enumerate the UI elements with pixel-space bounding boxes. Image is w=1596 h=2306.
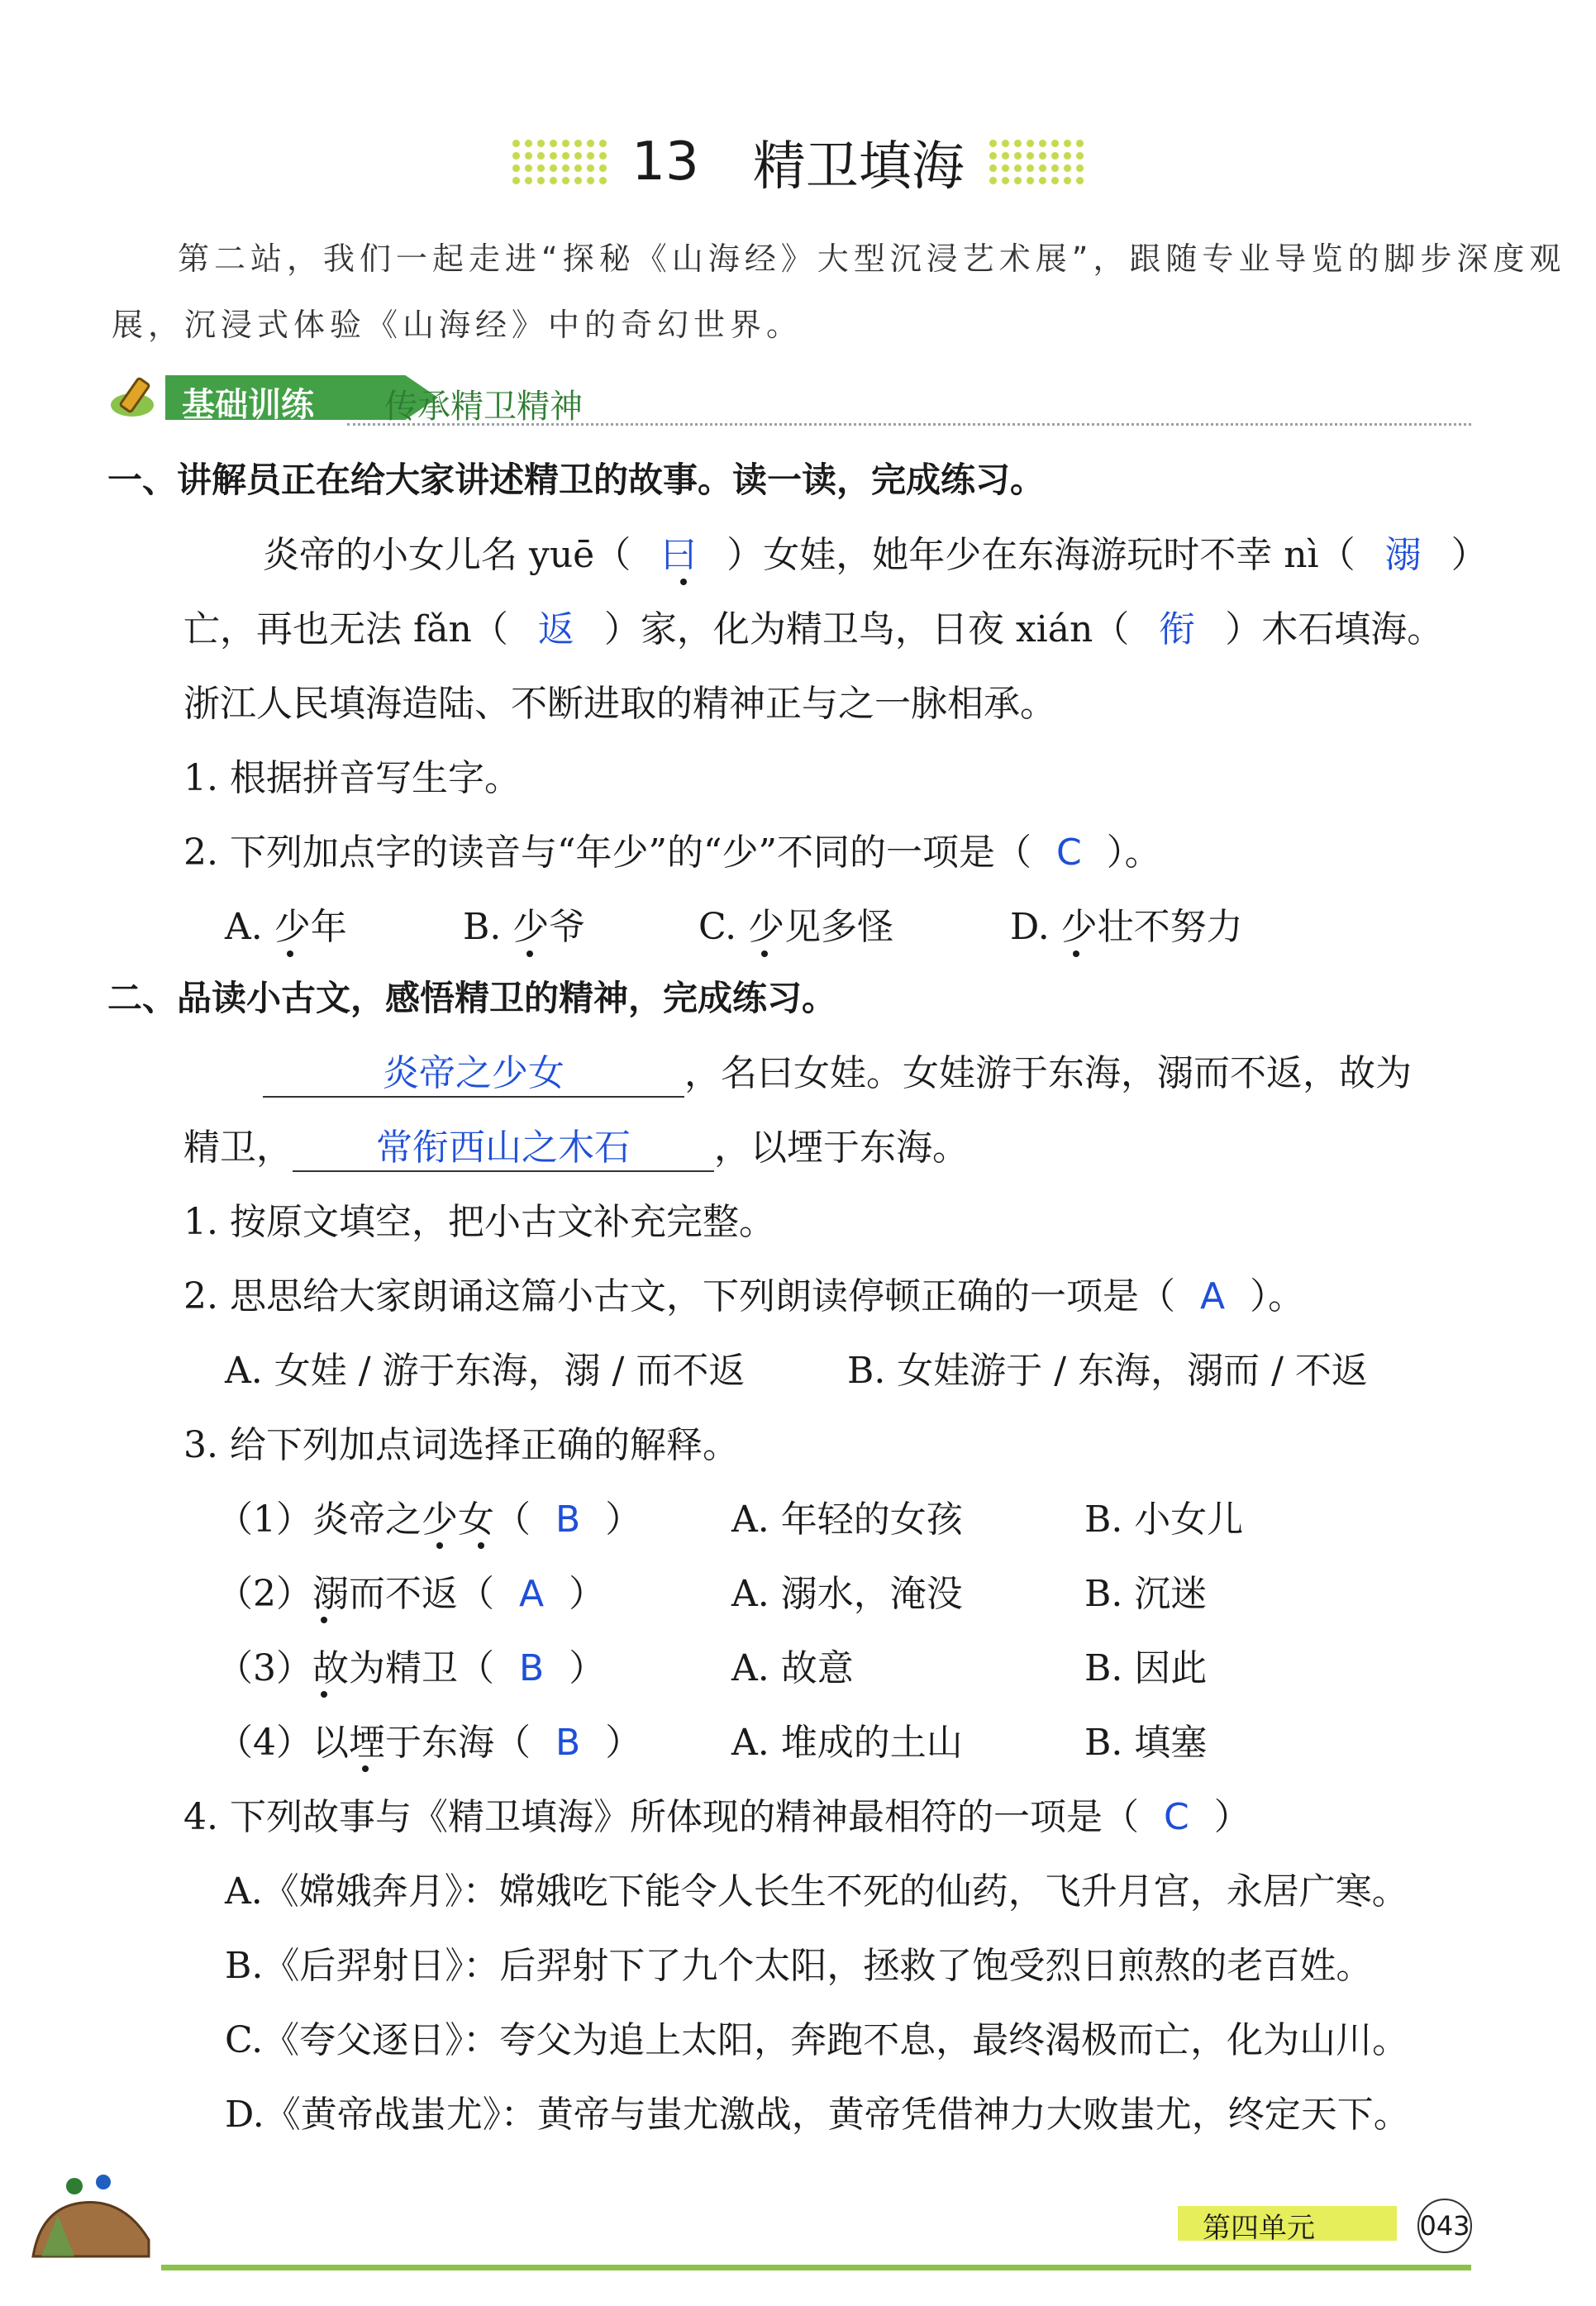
classical-text: 精卫， [183,1127,293,1169]
q3-item-4 [217,1713,641,1765]
s2-question-4 [183,1787,1251,1840]
banner-subtitle: 传承精卫精神 [384,388,583,426]
classical-text: ，名曰女娃。女娃游于东海，溺而不返，故为 [684,1052,1412,1094]
q3-item-1-a: A. 年轻的女孩 [731,1498,963,1541]
item-answer: B [555,1722,581,1764]
passage-text: 亡，再也无法 fǎn（ [183,608,508,650]
item-text: （2）溺而不返（ [217,1573,494,1615]
item-text: ） [569,1647,606,1689]
passage-line-3: 浙江人民填海造陆、不断进取的精神正与之一脉相承。 [183,683,1056,725]
lesson-title: 精卫填海 [752,136,965,198]
item-text: ） [605,1722,642,1764]
q4-option-b: B.《后羿射日》：后羿射下了九个太阳，拯救了饱受烈日煎熬的老百姓。 [225,1945,1373,1987]
pen-icon [107,372,165,423]
banner-divider [347,423,1471,426]
emphasis-dot [321,1691,327,1698]
unit-label: 第四单元 [1203,2212,1315,2245]
passage-text: ） [1451,534,1488,576]
intro-line-1: 第二站，我们一起走进“探秘《山海经》大型沉浸艺术展”，跟随专业导览的脚步深度观 [178,241,1566,277]
option-c: C. 少见多怪 [698,906,894,948]
answer-xian: 衔 [1159,608,1196,650]
passage-text: 炎帝的小女儿名 yuē（ [263,534,631,576]
intro-line-2: 展，沉浸式体验《山海经》中的奇幻世界。 [112,307,803,343]
question-text: 2. 下列加点字的读音与“年少”的“少”不同的一项是（ [183,831,1031,874]
s2-question-2 [183,1266,1304,1319]
emphasis-dot [1073,951,1079,957]
emphasis-dot [287,951,293,957]
emphasis-dot [478,1542,484,1549]
passage-text: ）木石填海。 [1225,608,1444,650]
q3-item-4-a: A. 堆成的土山 [731,1722,963,1764]
q3-item-3-a: A. 故意 [731,1647,854,1689]
page-number: 043 [1417,2199,1472,2253]
page-title [0,124,1596,200]
q3-item-1-b: B. 小女儿 [1084,1498,1244,1541]
classical-line-2 [183,1117,969,1172]
item-answer: B [519,1647,545,1689]
item-text: ） [605,1498,642,1541]
option-a: A. 少年 [225,906,347,948]
emphasis-dot [362,1765,369,1772]
answer-q2: C [1055,831,1082,874]
decorative-dots-right [987,137,1086,187]
q4-option-a: A.《嫦娥奔月》：嫦娥吃下能令人长生不死的仙药，飞升月宫，永居广寒。 [225,1870,1408,1913]
answer-s2q4: C [1163,1796,1189,1838]
emphasis-dot [761,951,768,957]
q3-item-2-b: B. 沉迷 [1084,1573,1208,1615]
item-answer: B [555,1498,581,1541]
s2-question-3: 3. 给下列加点词选择正确的解释。 [183,1424,739,1466]
q3-item-1 [217,1489,641,1542]
answer-fan: 返 [537,608,574,650]
item-text: （4）以堙于东海（ [217,1722,531,1764]
answer-s2q2: A [1199,1275,1226,1317]
lesson-number: 13 [631,131,699,193]
classical-line-1 [263,1043,1412,1098]
emphasis-dot [436,1542,443,1549]
answer-ni: 溺 [1384,534,1422,576]
question-text: ）。 [1250,1275,1305,1317]
option-b: B. 少爷 [463,906,586,948]
question-text: 4. 下列故事与《精卫填海》所体现的精神最相符的一项是（ [183,1796,1139,1838]
item-text: （1）炎帝之少女（ [217,1498,531,1541]
answer-yue: 曰 [660,534,698,576]
passage-line-1 [263,525,1488,578]
section-1-heading: 一、讲解员正在给大家讲述精卫的故事。读一读，完成练习。 [107,460,1046,500]
q3-item-4-b: B. 填塞 [1084,1722,1208,1764]
section-2-heading: 二、品读小古文，感悟精卫的精神，完成练习。 [107,978,837,1018]
fill-blank-2[interactable]: 常衔西山之木石 [293,1117,714,1172]
emphasis-dot [526,951,533,957]
s2q2-option-b: B. 女娃游于 / 东海，溺而 / 不返 [847,1350,1368,1392]
emphasis-dot [321,1617,327,1623]
s2-question-1: 1. 按原文填空，把小古文补充完整。 [183,1201,775,1243]
s2q2-option-a: A. 女娃 / 游于东海，溺 / 而不返 [225,1350,746,1392]
passage-line-2 [183,599,1443,652]
question-1: 1. 根据拼音写生字。 [183,757,521,799]
q3-item-3 [217,1638,605,1691]
rock-illustration [25,2157,157,2265]
option-d: D. 少壮不努力 [1010,906,1243,948]
fill-blank-1[interactable]: 炎帝之少女 [263,1043,684,1098]
classical-text: ，以堙于东海。 [714,1127,969,1169]
passage-text: ）家，化为精卫鸟，日夜 xián（ [603,608,1130,650]
emphasis-dot [680,579,687,585]
footer-line [161,2265,1471,2270]
question-text: ）。 [1106,831,1161,874]
item-text: （3）故为精卫（ [217,1647,494,1689]
q3-item-3-b: B. 因此 [1084,1647,1208,1689]
question-text: 2. 思思给大家朗诵这篇小古文，下列朗读停顿正确的一项是（ [183,1275,1175,1317]
question-2 [183,822,1161,875]
item-text: ） [569,1573,606,1615]
question-text: ） [1213,1796,1251,1838]
q3-item-2 [217,1564,605,1617]
q3-item-2-a: A. 溺水，淹没 [731,1573,963,1615]
banner-label: 基础训练 [182,386,314,424]
q4-option-d: D.《黄帝战蚩尤》：黄帝与蚩尤激战，黄帝凭借神力大败蚩尤，终定天下。 [225,2094,1410,2136]
item-answer: A [519,1573,545,1615]
decorative-dots-left [510,137,609,187]
q4-option-c: C.《夸父逐日》：夸父为追上太阳，奔跑不息，最终渴极而亡，化为山川。 [225,2019,1409,2061]
passage-text: ）女娃，她年少在东海游玩时不幸 nì（ [727,534,1355,576]
